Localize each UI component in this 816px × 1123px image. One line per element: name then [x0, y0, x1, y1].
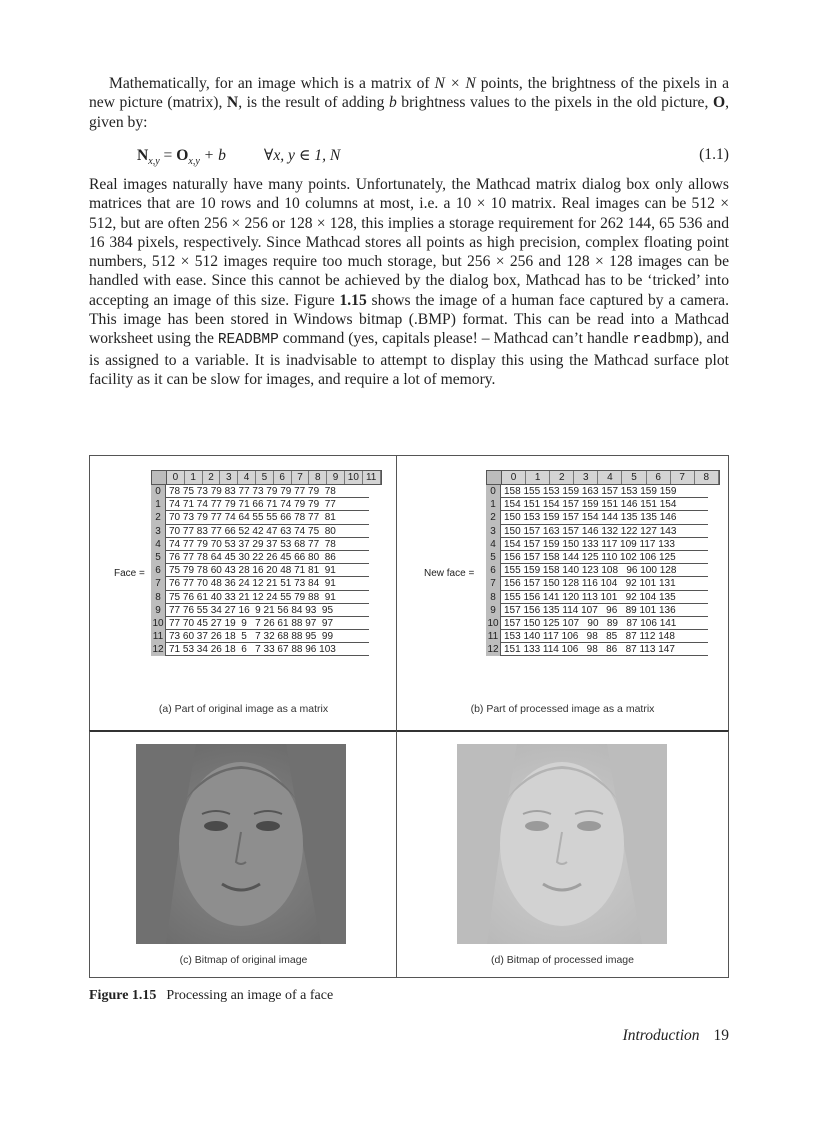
matrix-col-index: 10: [345, 471, 363, 484]
matrix-row-values: 74 77 79 70 53 37 29 37 53 68 77 78: [166, 538, 369, 551]
matrix-col-index: 9: [327, 471, 345, 484]
math-nxn: N × N: [434, 75, 476, 92]
matrix-row: [151, 564, 382, 577]
matrix-processed: [486, 470, 720, 656]
matrix-row: [486, 577, 720, 590]
matrix-row: [486, 591, 720, 604]
paragraph-intro: [89, 74, 729, 132]
matrix-col-index: 1: [185, 471, 203, 484]
matrix-col-index: 8: [309, 471, 327, 484]
matrix-row-index: 3: [486, 525, 501, 538]
matrix-col-index: 4: [598, 471, 622, 484]
matrix-row-values: 158 155 153 159 163 157 153 159 159: [501, 485, 708, 498]
matrix-row: [486, 551, 720, 564]
matrix-row-index: 3: [151, 525, 166, 538]
matrix-row-index: 8: [151, 591, 166, 604]
matrix-row-index: 11: [151, 630, 166, 643]
matrix-column-header: [486, 470, 720, 485]
matrix-row-values: 74 71 74 77 79 71 66 71 74 79 79 77: [166, 498, 369, 511]
matrix-row-index: 10: [151, 617, 166, 630]
matrix-row: [151, 485, 382, 498]
matrix-row-index: 9: [151, 604, 166, 617]
matrix-col-index: 11: [363, 471, 381, 484]
matrix-col-index: 5: [622, 471, 646, 484]
matrix-row-index: 8: [486, 591, 501, 604]
eq-O: O: [176, 147, 189, 164]
matrix-row: [486, 617, 720, 630]
matrix-row-values: 155 159 158 140 123 108 96 100 128: [501, 564, 708, 577]
matrix-label-new-face: New face =: [424, 568, 475, 579]
figure-caption-label: Figure 1.15: [89, 988, 157, 1003]
matrix-col-index: 2: [203, 471, 221, 484]
matrix-row-values: 156 157 158 144 125 110 102 106 125: [501, 551, 708, 564]
matrix-row: [151, 604, 382, 617]
caption-b: (b) Part of processed image as a matrix: [470, 703, 655, 715]
matrix-row-index: 10: [486, 617, 501, 630]
matrix-row-index: 0: [151, 485, 166, 498]
matrix-row: [151, 591, 382, 604]
paragraph-body: [89, 175, 729, 389]
matrix-corner: [487, 471, 502, 484]
matrix-row: [486, 525, 720, 538]
matrix-row: [151, 525, 382, 538]
matrix-row-index: 5: [486, 551, 501, 564]
matrix-row-index: 6: [151, 564, 166, 577]
eq-equals: =: [159, 147, 177, 164]
page-number: 19: [713, 1027, 729, 1044]
matrix-row: [486, 604, 720, 617]
text: , is the result of adding: [238, 94, 389, 112]
caption-a: (a) Part of original image as a matrix: [158, 703, 329, 715]
text: Real images naturally have many points. Unfortunately, the Mathcad matrix dialog box only allows matrices that are 10 rows and 10 columns at most, i.e. a 10 × 10 matrix. Real images can be 512 × 512, but are often 256 × 256 or 128 × 128, this implies a storage requirement for 262 144, 65 536 and 16 384 pixels, respectively. Since Mathcad stores all points as high precision, complex floating point numbers, 512 × 512 images require too much storage, but 256 × 256 and 128 × 128 images can be handled with ease. Since this cannot be achieved by the dialog box, Mathcad has to be ‘tricked’ into accepting an image of this size. Figure: [89, 176, 729, 309]
matrix-row-values: 73 60 37 26 18 5 7 32 68 88 95 99: [166, 630, 369, 643]
face-bitmap-processed: [457, 744, 667, 944]
matrix-col-index: 7: [671, 471, 695, 484]
matrix-col-index: 3: [220, 471, 238, 484]
eq-plus-b: + b: [199, 147, 226, 164]
matrix-row-values: 157 150 125 107 90 89 87 106 141: [501, 617, 708, 630]
eq-O-sub: x,y: [188, 156, 200, 168]
matrix-col-index: 7: [292, 471, 310, 484]
text: , given by:: [89, 94, 729, 131]
face-image: [136, 744, 346, 944]
matrix-original: [151, 470, 382, 656]
matrix-row-index: 12: [151, 643, 166, 656]
matrix-row-index: 7: [151, 577, 166, 590]
matrix-row-values: 156 157 150 128 116 104 92 101 131: [501, 577, 708, 590]
matrix-row-index: 5: [151, 551, 166, 564]
matrix-row-values: 77 76 55 34 27 16 9 21 56 84 93 95: [166, 604, 369, 617]
caption-d: (d) Bitmap of processed image: [491, 954, 634, 966]
matrix-row-values: 150 153 159 157 154 144 135 135 146: [501, 511, 708, 524]
matrix-row: [486, 564, 720, 577]
matrix-row-values: 157 156 135 114 107 96 89 101 136: [501, 604, 708, 617]
running-footer-section: Introduction: [622, 1027, 700, 1044]
eq-N: N: [137, 147, 149, 164]
matrix-row-values: 75 76 61 40 33 21 12 24 55 79 88 91: [166, 591, 369, 604]
matrix-row: [151, 617, 382, 630]
text: command (yes, capitals please! – Mathcad can’t handle: [278, 330, 633, 348]
matrix-col-index: 6: [274, 471, 292, 484]
matrix-row-values: 77 70 45 27 19 9 7 26 61 88 97 97: [166, 617, 369, 630]
panel-c: [89, 730, 397, 978]
text: points, the brightness of the pixels in a new picture (matrix),: [89, 75, 729, 112]
matrix-row: [151, 630, 382, 643]
equation-body: [137, 146, 340, 167]
matrix-col-index: 2: [550, 471, 574, 484]
matrix-row-index: 7: [486, 577, 501, 590]
matrix-row-values: 153 140 117 106 98 85 87 112 148: [501, 630, 708, 643]
matrix-row: [486, 630, 720, 643]
matrix-row-index: 11: [486, 630, 501, 643]
matrix-row: [151, 551, 382, 564]
code-readbmp-lower: readbmp: [632, 332, 694, 349]
math-O: O: [712, 94, 726, 112]
figure-caption-text: Processing an image of a face: [166, 988, 334, 1003]
matrix-col-index: 0: [502, 471, 526, 484]
matrix-row: [151, 643, 382, 656]
math-N: N: [226, 94, 239, 112]
matrix-row: [486, 643, 720, 656]
matrix-row-values: 75 79 78 60 43 28 16 20 48 71 81 91: [166, 564, 369, 577]
figure-reference: 1.15: [339, 291, 367, 309]
matrix-col-index: 5: [256, 471, 274, 484]
math-b: b: [388, 94, 397, 112]
matrix-row-index: 1: [486, 498, 501, 511]
code-readbmp-upper: READBMP: [217, 332, 279, 349]
face-bitmap-original: [136, 744, 346, 944]
matrix-row-values: 71 53 34 26 18 6 7 33 67 88 96 103: [166, 643, 369, 656]
matrix-row-index: 2: [486, 511, 501, 524]
text: ), and is assigned to a variable. It is inadvisable to attempt to display this using the Mathcad surface plot facility as it can be slow for images, and require a lot of memory.: [89, 330, 729, 388]
text: brightness values to the pixels in the old picture,: [396, 94, 713, 112]
matrix-row: [151, 498, 382, 511]
figure-caption: [89, 988, 333, 1004]
matrix-row-index: 2: [151, 511, 166, 524]
matrix-column-header: [151, 470, 382, 485]
matrix-row-values: 70 73 79 77 74 64 55 55 66 78 77 81: [166, 511, 369, 524]
matrix-row-index: 0: [486, 485, 501, 498]
matrix-row: [486, 511, 720, 524]
matrix-corner: [152, 471, 167, 484]
matrix-col-index: 0: [167, 471, 185, 484]
matrix-row-index: 9: [486, 604, 501, 617]
page-footer: [623, 1027, 729, 1045]
matrix-row: [486, 485, 720, 498]
matrix-row-values: 154 151 154 157 159 151 146 151 154: [501, 498, 708, 511]
matrix-col-index: 4: [238, 471, 256, 484]
panel-b: [396, 455, 729, 731]
matrix-label-face: Face =: [114, 568, 145, 579]
matrix-col-index: 3: [574, 471, 598, 484]
matrix-row-values: 155 156 141 120 113 101 92 104 135: [501, 591, 708, 604]
text: Mathematically, for an image which is a matrix of: [109, 75, 435, 92]
matrix-row: [151, 511, 382, 524]
matrix-row: [486, 538, 720, 551]
matrix-row-values: 154 157 159 150 133 117 109 117 133: [501, 538, 708, 551]
matrix-col-index: 1: [526, 471, 550, 484]
eq-N-sub: x,y: [148, 156, 160, 168]
text: shows the image of a human face captured by a camera. This image has been stored in Windows bitmap (.BMP) format. This can be read into a Mathcad worksheet using the: [89, 291, 729, 348]
figure-1-15: [89, 455, 729, 978]
matrix-row-values: 70 77 83 77 66 52 42 47 63 74 75 80: [166, 525, 369, 538]
equation-number: (1.1): [699, 146, 729, 163]
caption-c: (c) Bitmap of original image: [179, 954, 308, 966]
matrix-row-index: 12: [486, 643, 501, 656]
matrix-row-index: 6: [486, 564, 501, 577]
matrix-row: [486, 498, 720, 511]
matrix-col-index: 8: [695, 471, 719, 484]
panel-d: [396, 730, 729, 978]
matrix-row-values: 78 75 73 79 83 77 73 79 79 77 79 78: [166, 485, 369, 498]
matrix-row-values: 76 77 70 48 36 24 12 21 51 73 84 91: [166, 577, 369, 590]
matrix-row-index: 4: [151, 538, 166, 551]
face-image: [457, 744, 667, 944]
matrix-row-values: 76 77 78 64 45 30 22 26 45 66 80 86: [166, 551, 369, 564]
matrix-row: [151, 538, 382, 551]
matrix-row-values: 150 157 163 157 146 132 122 127 143: [501, 525, 708, 538]
matrix-row-values: 151 133 114 106 98 86 87 113 147: [501, 643, 708, 656]
matrix-row: [151, 577, 382, 590]
matrix-row-index: 4: [486, 538, 501, 551]
matrix-row-index: 1: [151, 498, 166, 511]
eq-forall: ∀x, y ∈ 1, N: [263, 147, 341, 164]
matrix-col-index: 6: [647, 471, 671, 484]
panel-a: [89, 455, 397, 731]
